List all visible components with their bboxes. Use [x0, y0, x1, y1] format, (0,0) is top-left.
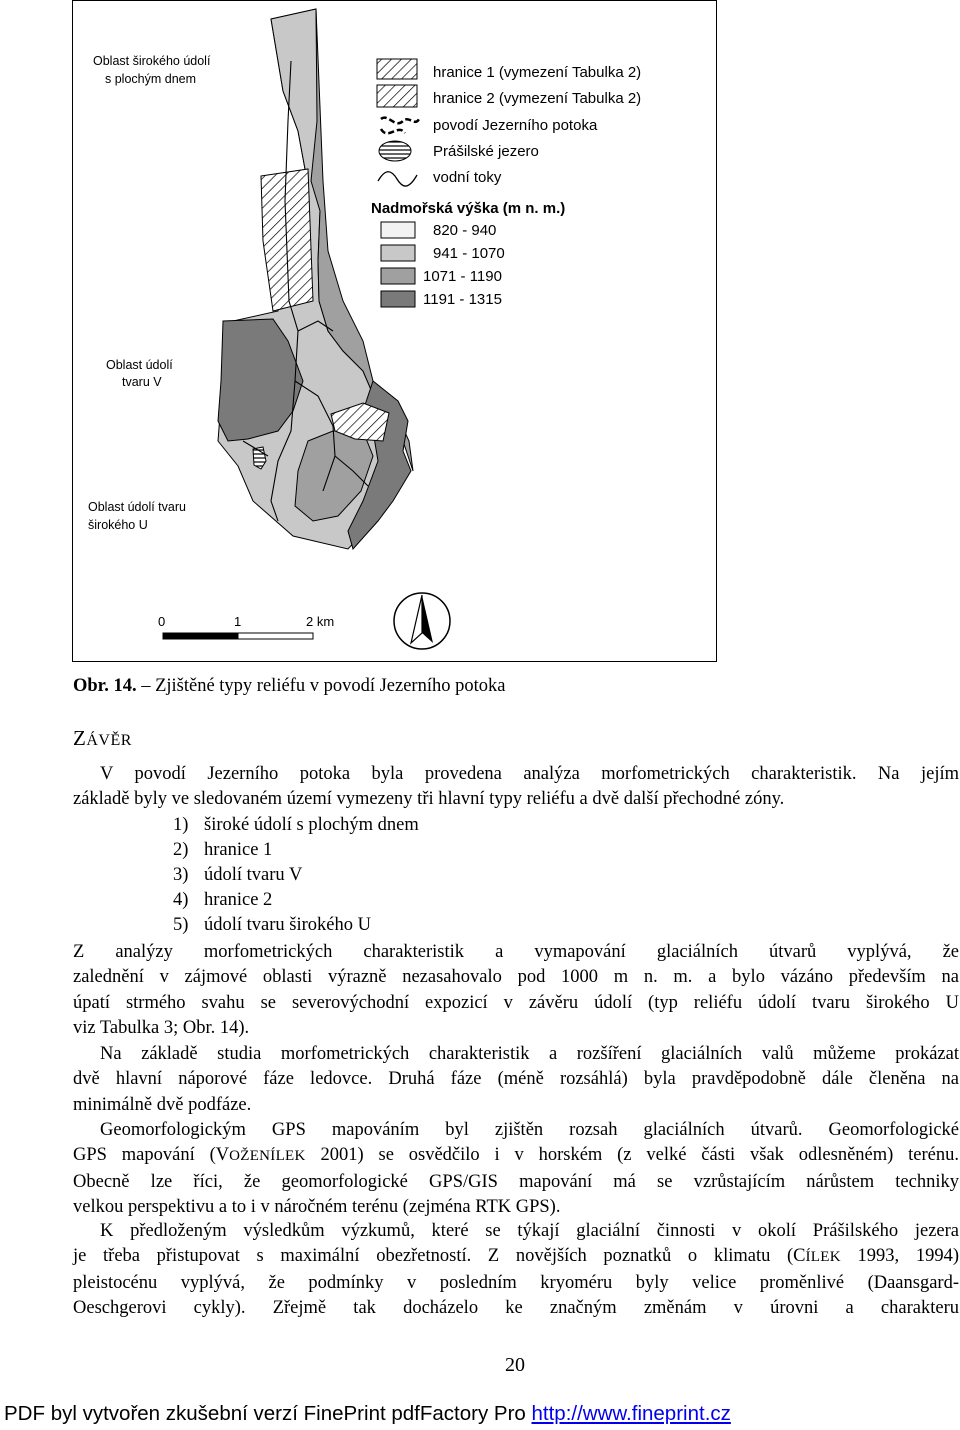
footer-text: PDF byl vytvořen zkušební verzí FinePrint pdfFactory Pro [4, 1402, 532, 1425]
legend-lake-icon [379, 141, 411, 161]
para4-line-1: Geomorfologickým GPS mapováním byl zjištěn rozsah glaciálních útvarů. Geomorfologické [100, 1120, 959, 1140]
legend-elevation-swatch-2 [381, 245, 415, 261]
legend-elevation-label-2: 941 - 1070 [433, 245, 505, 262]
label-wide-valley-2: s plochým dnem [105, 72, 197, 86]
scale-label-2: 2 km [306, 614, 335, 629]
para3-line-3: minimálně dvě podfáze. [73, 1094, 252, 1115]
scale-label-1: 1 [234, 614, 242, 629]
legend-boundary2-swatch [377, 85, 417, 107]
legend-elevation-label-4: 1191 - 1315 [423, 291, 502, 308]
list-item: 4) hranice 2 [173, 890, 273, 910]
legend-elevation-swatch-1 [381, 222, 415, 238]
label-u-valley-1: Oblast údolí tvaru [88, 500, 186, 514]
para5-line-1: K předloženým výsledkům výzkumů, které se týkají glaciální činnosti v okolí Prášilského jezera [100, 1221, 959, 1241]
heading-rest: ÁVĚR [86, 732, 132, 749]
para5-line-3: pleistocénu vyplývá, že podmínky v posledním kryoméru byly velice proměnlivé (Daansgard- [73, 1272, 959, 1293]
paragraph-3 [73, 1042, 959, 1118]
heading-first-letter: Z [73, 726, 87, 750]
legend-elevation-label-3: 1071 - 1190 [423, 268, 502, 285]
paragraph-2 [73, 940, 959, 1042]
label-v-valley-1: Oblast údolí [106, 358, 173, 372]
legend-label-streams: vodní toky [433, 169, 502, 186]
legend-elevation-swatch-4 [381, 291, 415, 307]
pdf-footer [4, 1402, 731, 1426]
legend-label-catchment: povodí Jezerního potoka [433, 117, 598, 134]
legend-stream-icon [378, 172, 417, 186]
legend-elevation-label-1: 820 - 940 [433, 222, 497, 239]
para4-line-3: Obecně lze říci, že geomorfologické GPS/GIS mapování má se vzrůstajícím nárůstem techniky [73, 1171, 959, 1192]
list-item: 2) hranice 1 [173, 840, 273, 860]
legend-label-boundary2: hranice 2 (vymezení Tabulka 2) [433, 90, 642, 107]
legend-elevation-title: Nadmořská výška (m n. m.) [371, 200, 566, 217]
footer-link[interactable]: http://www.fineprint.cz [531, 1402, 731, 1425]
para2-line-4: viz Tabulka 3; Obr. 14). [73, 1018, 250, 1039]
para2-line-3: úpatí strmého svahu se severovýchodní expozicí v závěru údolí (typ reliéfu údolí tvaru širokého U [73, 992, 959, 1013]
north-arrow-icon [394, 593, 450, 649]
figure-caption [73, 676, 505, 697]
relief-type-list [173, 813, 419, 938]
map-svg [73, 1, 717, 662]
para2-line-2: zalednění v zájmové oblasti výrazně nezasahovalo pod 1000 m n. m. a bylo vázáno především na [73, 967, 959, 988]
legend-catchment-icon [381, 118, 419, 134]
para5-line-4: Oeschgerovi cykly). Zřejmě tak docházelo ke značným změnám v úrovni a charakteru [73, 1298, 959, 1319]
para3-line-2: dvě hlavní náporové fáze ledovce. Druhá fáze (méně rozsáhlá) byla pravděpodobně dále členěna na [73, 1069, 959, 1090]
section-heading [73, 726, 132, 751]
scale-bar [158, 614, 334, 639]
caption-label: Obr. 14. [73, 676, 137, 696]
intro-line-1: V povodí Jezerního potoka byla provedena analýza morfometrických charakteristik. Na jejím [100, 764, 959, 784]
paragraph-5 [73, 1219, 959, 1322]
label-v-valley-2: tvaru V [122, 375, 162, 389]
para4-line-4: velkou perspektivu a to i v náročném terénu (zejména RTK GPS). [73, 1197, 561, 1218]
list-item: 3) údolí tvaru V [173, 865, 303, 885]
legend-label-boundary1: hranice 1 (vymezení Tabulka 2) [433, 64, 642, 81]
list-item: 5) údolí tvaru širokého U [173, 915, 371, 935]
legend-label-lake: Prášilské jezero [433, 143, 539, 160]
page-number: 20 [505, 1354, 525, 1376]
legend-boundary1-swatch [377, 59, 417, 79]
figure-map [72, 0, 717, 662]
list-item: 1) široké údolí s plochým dnem [173, 815, 419, 835]
caption-text: – Zjištěné typy reliéfu v povodí Jezerního potoka [136, 676, 506, 696]
map-legend [371, 59, 641, 308]
para5-line-2: je třeba přistupovat s maximální obezřetností. Z novějších poznatků o klimatu (CÍLEK 1993, 1994) [73, 1246, 959, 1267]
label-u-valley-2: širokého U [88, 518, 148, 532]
intro-paragraph [73, 762, 959, 813]
legend-elevation-swatch-3 [381, 268, 415, 284]
para3-line-1: Na základě studia morfometrických charakteristik a rozšíření glaciálních valů můžeme prokázat [100, 1044, 959, 1064]
intro-line-2: základě byly ve sledovaném území vymezeny tři hlavní typy reliéfu a dvě další přechodné zóny. [73, 789, 785, 810]
para4-line-2: GPS mapování (VOŽENÍLEK 2001) se osvědčilo i v horském (z velké části však odlesněném) terénu. [73, 1145, 959, 1166]
label-wide-valley-1: Oblast širokého údolí [93, 54, 211, 68]
para2-line-1: Z analýzy morfometrických charakteristik a vymapování glaciálních útvarů vyplývá, že [73, 942, 959, 962]
paragraph-4 [73, 1118, 959, 1221]
scale-label-0: 0 [158, 614, 166, 629]
